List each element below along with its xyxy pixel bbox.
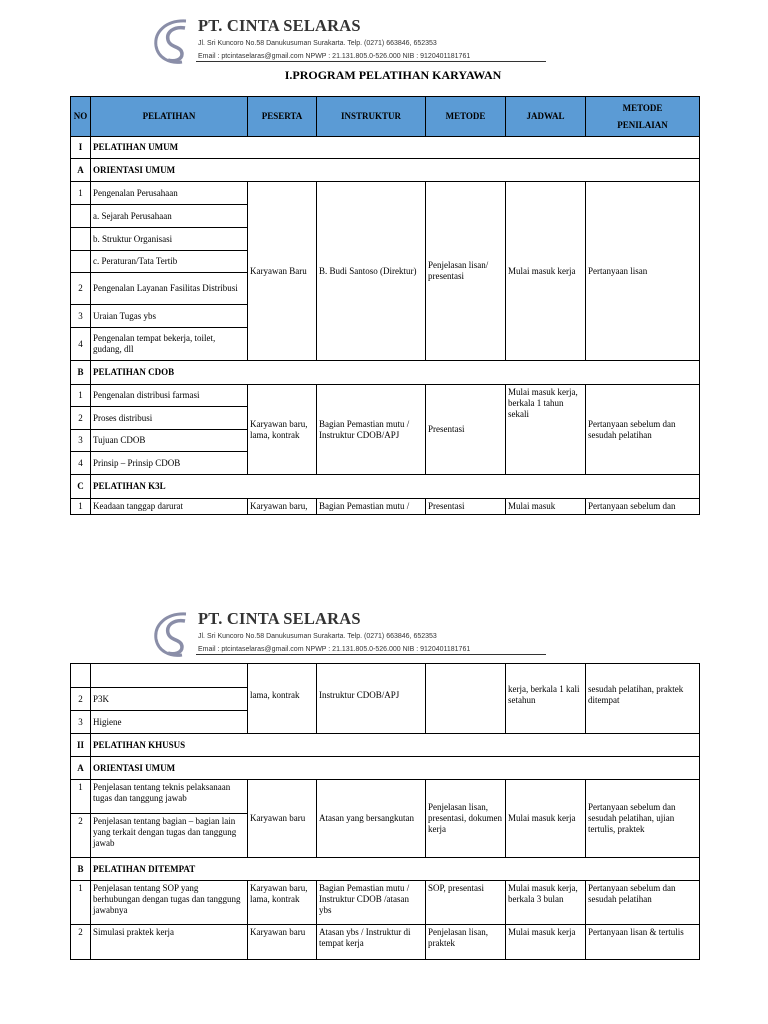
- subsection-row: [71, 858, 700, 881]
- cell-instruktur: Instruktur CDOB/APJ: [317, 664, 426, 734]
- training-table-page2: [70, 663, 700, 960]
- company-name: PT. CINTA SELARAS: [198, 609, 361, 628]
- subsection-label: PELATIHAN CDOB: [91, 361, 700, 385]
- row-pelatihan: Penjelasan tentang bagian – bagian lain yang terkait dengan tugas dan tanggung jawab: [91, 814, 248, 858]
- cell-penilaian: Pertanyaan lisan: [586, 182, 700, 361]
- cell-peserta: Karyawan Baru: [248, 182, 317, 361]
- row-pelatihan: [91, 664, 248, 688]
- training-table-page1: [70, 96, 700, 515]
- row-pelatihan: b. Struktur Organisasi: [91, 228, 248, 251]
- cell-peserta: lama, kontrak: [248, 664, 317, 734]
- header-pelatihan: PELATIHAN: [91, 97, 248, 137]
- cell-metode: Penjelasan lisan, presentasi, dokumen kerja: [426, 780, 506, 858]
- table-row: [71, 385, 700, 407]
- cell-metode: Presentasi: [426, 385, 506, 475]
- row-no: 1: [71, 182, 91, 205]
- cell-penilaian: Pertanyaan sebelum dan: [586, 499, 700, 515]
- cell-jadwal: Mulai masuk kerja, berkala 1 tahun sekali: [506, 385, 586, 475]
- subsection-no: B: [71, 361, 91, 385]
- row-no: 4: [71, 452, 91, 475]
- subsection-label: PELATIHAN DITEMPAT: [91, 858, 700, 881]
- row-pelatihan: Keadaan tanggap darurat: [91, 499, 248, 515]
- subsection-row: [71, 757, 700, 780]
- company-contact: Email : ptcintaselaras@gmail.com NPWP : 21.131.805.0-526.000 NIB : 9120401181761: [198, 646, 471, 653]
- company-contact: Email : ptcintaselaras@gmail.com NPWP : 21.131.805.0-526.000 NIB : 9120401181761: [198, 53, 471, 60]
- subsection-no: C: [71, 475, 91, 499]
- cell-penilaian: sesudah pelatihan, praktek ditempat: [586, 664, 700, 734]
- letterhead-rule: [196, 61, 546, 62]
- row-no: [71, 251, 91, 273]
- subsection-label: ORIENTASI UMUM: [91, 159, 700, 182]
- header-peserta: PESERTA: [248, 97, 317, 137]
- row-no: 1: [71, 780, 91, 814]
- row-pelatihan: Penjelasan tentang SOP yang berhubungan dengan tugas dan tanggung jawabnya: [91, 881, 248, 925]
- company-logo-icon: [152, 18, 194, 66]
- company-address: Jl. Sri Kuncoro No.58 Danukusuman Surakarta. Telp. (0271) 663846, 652353: [198, 633, 437, 640]
- row-pelatihan: Uraian Tugas ybs: [91, 305, 248, 328]
- table-row: [71, 499, 700, 515]
- subsection-label: ORIENTASI UMUM: [91, 757, 700, 780]
- letterhead: [152, 611, 552, 661]
- row-no: 1: [71, 881, 91, 925]
- cell-metode: [426, 664, 506, 734]
- section-label: PELATIHAN UMUM: [91, 137, 700, 159]
- table-row: [71, 664, 700, 688]
- document-title: I.PROGRAM PELATIHAN KARYAWAN: [284, 68, 502, 82]
- cell-jadwal: Mulai masuk kerja: [506, 182, 586, 361]
- cell-instruktur: Atasan yang bersangkutan: [317, 780, 426, 858]
- cell-instruktur: Bagian Pemastian mutu /: [317, 499, 426, 515]
- cell-metode: SOP, presentasi: [426, 881, 506, 925]
- letterhead: [152, 18, 552, 68]
- table-header-row: [71, 97, 700, 137]
- cell-penilaian: Pertanyaan lisan & tertulis: [586, 925, 700, 960]
- cell-jadwal: Mulai masuk: [506, 499, 586, 515]
- company-name: PT. CINTA SELARAS: [198, 16, 361, 35]
- cell-instruktur: Atasan ybs / Instruktur di tempat kerja: [317, 925, 426, 960]
- row-no: 2: [71, 925, 91, 960]
- row-no: 3: [71, 711, 91, 734]
- subsection-row: [71, 159, 700, 182]
- table-row: [71, 925, 700, 960]
- table-row: [71, 182, 700, 205]
- row-pelatihan: Tujuan CDOB: [91, 430, 248, 452]
- row-pelatihan: Prinsip – Prinsip CDOB: [91, 452, 248, 475]
- cell-jadwal: Mulai masuk kerja, berkala 3 bulan: [506, 881, 586, 925]
- cell-metode: Presentasi: [426, 499, 506, 515]
- cell-peserta: Karyawan baru, lama, kontrak: [248, 881, 317, 925]
- cell-metode: Penjelasan lisan/ presentasi: [426, 182, 506, 361]
- row-pelatihan: Penjelasan tentang teknis pelaksanaan tugas dan tanggung jawab: [91, 780, 248, 814]
- header-metode-penilaian-line2: PENILAIAN: [617, 119, 668, 130]
- row-no: 1: [71, 385, 91, 407]
- subsection-no: A: [71, 159, 91, 182]
- cell-penilaian: Pertanyaan sebelum dan sesudah pelatihan: [586, 385, 700, 475]
- row-no: [71, 205, 91, 228]
- row-no: [71, 664, 91, 688]
- row-no: 2: [71, 273, 91, 305]
- row-no: 4: [71, 328, 91, 361]
- cell-peserta: Karyawan baru, lama, kontrak: [248, 385, 317, 475]
- row-pelatihan: c. Peraturan/Tata Tertib: [91, 251, 248, 273]
- header-jadwal: JADWAL: [506, 97, 586, 137]
- section-label: PELATIHAN KHUSUS: [91, 734, 700, 757]
- cell-instruktur: Bagian Pemastian mutu / Instruktur CDOB/APJ: [317, 385, 426, 475]
- row-pelatihan: Simulasi praktek kerja: [91, 925, 248, 960]
- row-pelatihan: a. Sejarah Perusahaan: [91, 205, 248, 228]
- row-no: 1: [71, 499, 91, 515]
- cell-jadwal: kerja, berkala 1 kali setahun: [506, 664, 586, 734]
- row-pelatihan: Proses distribusi: [91, 407, 248, 430]
- row-no: 2: [71, 407, 91, 430]
- cell-instruktur: B. Budi Santoso (Direktur): [317, 182, 426, 361]
- cell-penilaian: Pertanyaan sebelum dan sesudah pelatihan, ujian tertulis, praktek: [586, 780, 700, 858]
- cell-jadwal: Mulai masuk kerja: [506, 780, 586, 858]
- row-pelatihan: Pengenalan distribusi farmasi: [91, 385, 248, 407]
- subsection-row: [71, 361, 700, 385]
- cell-peserta: Karyawan baru,: [248, 499, 317, 515]
- cell-peserta: Karyawan baru: [248, 780, 317, 858]
- cell-peserta: Karyawan baru: [248, 925, 317, 960]
- cell-metode: Penjelasan lisan, praktek: [426, 925, 506, 960]
- subsection-label: PELATIHAN K3L: [91, 475, 700, 499]
- header-metode-penilaian-line1: METODE: [622, 102, 663, 113]
- row-pelatihan: Pengenalan Layanan Fasilitas Distribusi: [91, 273, 248, 305]
- cell-jadwal: Mulai masuk kerja: [506, 925, 586, 960]
- row-pelatihan: P3K: [91, 688, 248, 711]
- section-no: I: [71, 137, 91, 159]
- subsection-row: [71, 475, 700, 499]
- cell-instruktur: Bagian Pemastian mutu / Instruktur CDOB /atasan ybs: [317, 881, 426, 925]
- table-row: [71, 881, 700, 925]
- company-logo-icon: [152, 611, 194, 659]
- section-row: [71, 137, 700, 159]
- company-address: Jl. Sri Kuncoro No.58 Danukusuman Surakarta. Telp. (0271) 663846, 652353: [198, 40, 437, 47]
- header-metode: METODE: [426, 97, 506, 137]
- section-row: [71, 734, 700, 757]
- row-no: 3: [71, 430, 91, 452]
- table-row: [71, 780, 700, 814]
- header-no: NO: [71, 97, 91, 137]
- row-no: 2: [71, 814, 91, 858]
- row-no: 2: [71, 688, 91, 711]
- section-no: II: [71, 734, 91, 757]
- cell-penilaian: Pertanyaan sebelum dan sesudah pelatihan: [586, 881, 700, 925]
- row-no: 3: [71, 305, 91, 328]
- row-pelatihan: Higiene: [91, 711, 248, 734]
- header-instruktur: INSTRUKTUR: [317, 97, 426, 137]
- row-pelatihan: Pengenalan tempat bekerja, toilet, gudang, dll: [91, 328, 248, 361]
- subsection-no: B: [71, 858, 91, 881]
- subsection-no: A: [71, 757, 91, 780]
- header-metode-penilaian: [586, 97, 700, 137]
- row-pelatihan: Pengenalan Perusahaan: [91, 182, 248, 205]
- letterhead-rule: [196, 654, 546, 655]
- row-no: [71, 228, 91, 251]
